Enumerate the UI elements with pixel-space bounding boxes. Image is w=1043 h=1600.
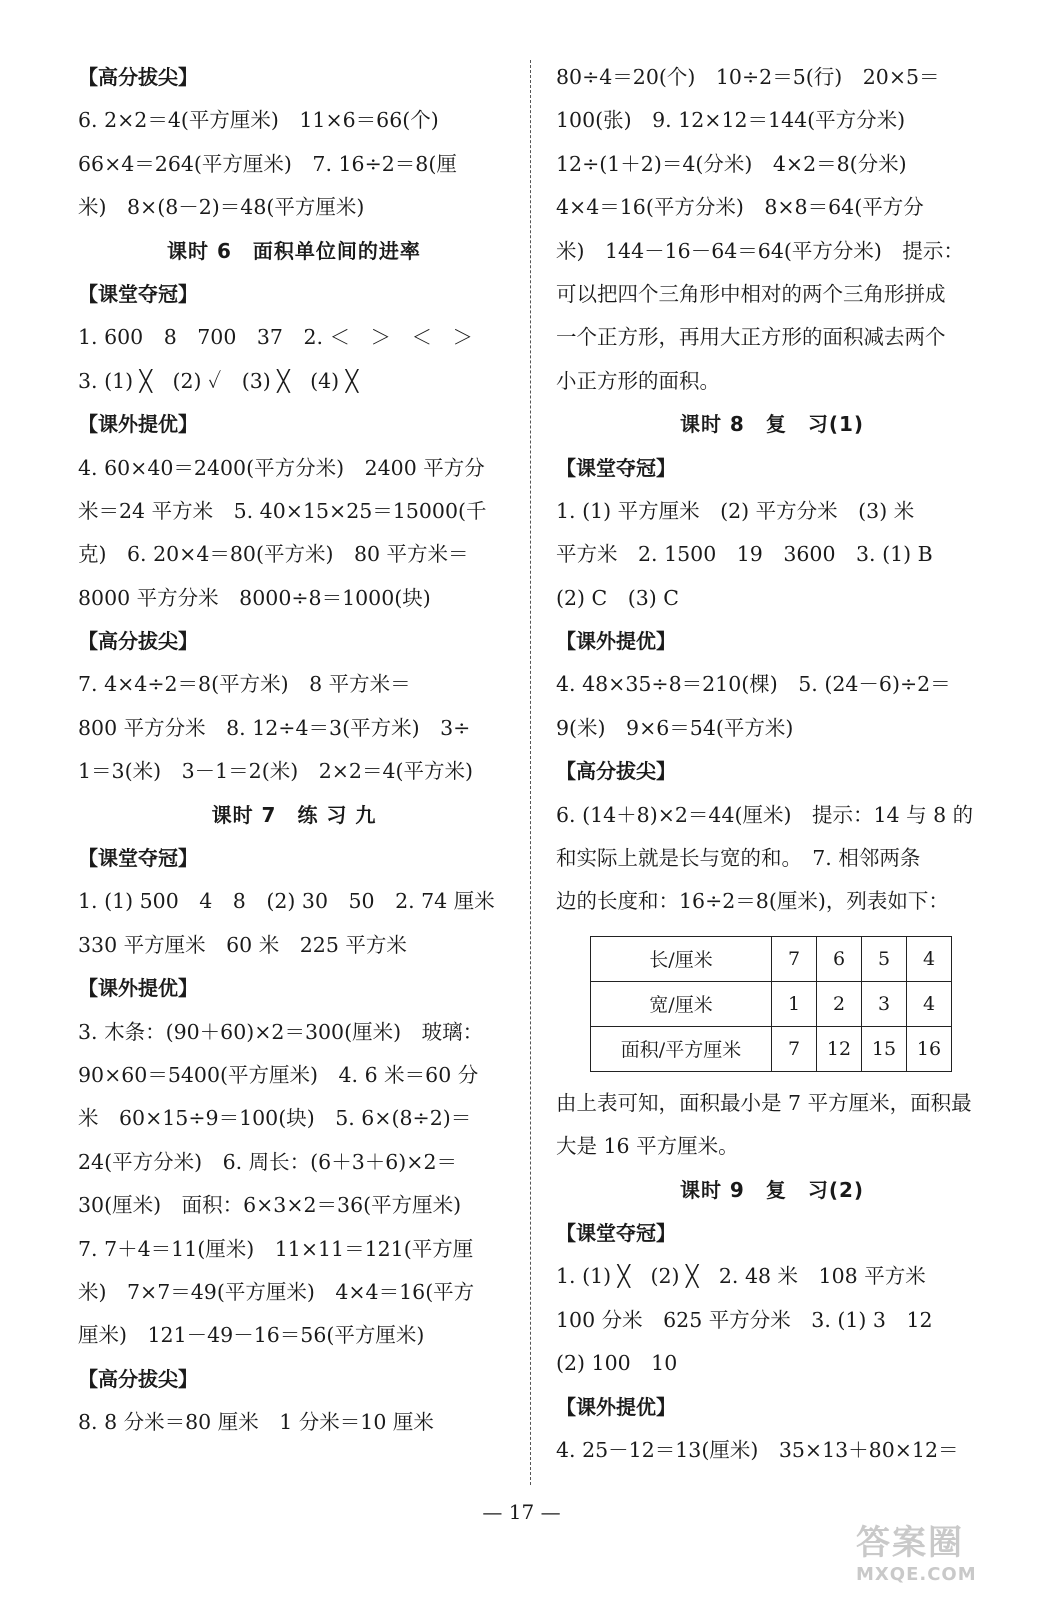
answer-line: 1. (1) ╳ (2) ╳ 2. 48 米 108 平方米 [556,1264,926,1289]
answer-line: 1. 600 8 700 37 2. ＜ ＞ ＜ ＞ [78,325,474,350]
answer-line: 4×4＝16(平方分米) 8×8＝64(平方分 [556,195,924,220]
right-column-top-text [556,56,988,924]
right-column [556,56,988,1472]
answer-line: 9(米) 9×6＝54(平方米) [556,715,794,740]
table-cell: 5 [862,936,907,981]
answer-line: 330 平方厘米 60 米 225 平方米 [78,932,407,957]
section-header: 【课堂夺冠】 [78,846,198,871]
section-header: 【课堂夺冠】 [556,1220,676,1245]
section-header: 【课堂夺冠】 [556,455,676,480]
table-row [591,936,952,981]
answer-line: 米) 8×(8－2)＝48(平方厘米) [78,195,365,220]
answer-line: 66×4＝264(平方厘米) 7. 16÷2＝8(厘 [78,151,457,176]
answer-line: 可以把四个三角形中相对的两个三角形拼成 [556,281,946,306]
answer-line: 100 分米 625 平方分米 3. (1) 3 12 [556,1307,933,1332]
length-width-area-table [590,936,952,1072]
watermark-top-text: 答案圈 [856,1523,964,1563]
answer-line: 米) 7×7＝49(平方厘米) 4×4＝16(平方 [78,1279,475,1304]
table-cell: 4 [907,981,952,1026]
table-cell: 3 [862,981,907,1026]
answer-line: 米＝24 平方米 5. 40×15×25＝15000(千 [78,498,487,523]
section-header: 【高分拔尖】 [78,1366,198,1391]
table-cell: 4 [907,936,952,981]
answer-line: 24(平方分米) 6. 周长：(6＋3＋6)×2＝ [78,1149,457,1174]
answer-line: 小正方形的面积。 [556,368,720,393]
answer-line: 8000 平方分米 8000÷8＝1000(块) [78,585,431,610]
table-row-header: 面积/平方厘米 [591,1026,772,1071]
answer-line: 90×60＝5400(平方厘米) 4. 6 米＝60 分 [78,1062,479,1087]
answer-line: 6. (14＋8)×2＝44(厘米) 提示：14 与 8 的 [556,802,974,827]
answer-line: 米) 144－16－64＝64(平方分米) 提示： [556,238,964,263]
section-header: 【课外提优】 [78,976,198,1001]
table-cell: 2 [817,981,862,1026]
answer-line: 1. (1) 平方厘米 (2) 平方分米 (3) 米 [556,498,915,523]
watermark-logo [856,1515,1008,1587]
table-cell: 6 [817,936,862,981]
table-row [591,1026,952,1071]
answer-line: 平方米 2. 1500 19 3600 3. (1) B [556,542,933,567]
answer-line: 4. 48×35÷8＝210(棵) 5. (24－6)÷2＝ [556,672,951,697]
section-header: 【高分拔尖】 [78,65,198,89]
answer-line: 大是 16 平方厘米。 [556,1134,739,1159]
answer-line: 100(张) 9. 12×12＝144(平方分米) [556,108,906,133]
section-header: 【课堂夺冠】 [78,281,198,306]
answer-line: 12÷(1＋2)＝4(分米) 4×2＝8(分米) [556,151,907,176]
answer-line: (2) C (3) C [556,585,679,610]
table-cell: 1 [772,981,817,1026]
answer-line: 80÷4＝20(个) 10÷2＝5(行) 20×5＝ [556,65,940,89]
table-cell: 7 [772,936,817,981]
answer-line: 4. 25－12＝13(厘米) 35×13＋80×12＝ [556,1437,959,1462]
section-header: 【高分拔尖】 [556,759,676,784]
column-divider [530,60,531,1485]
answer-line: 和实际上就是长与宽的和。 7. 相邻两条 [556,846,921,871]
answer-line: 1＝3(米) 3－1＝2(米) 2×2＝4(平方米) [78,759,474,784]
section-header: 【课外提优】 [556,1394,676,1419]
lesson-title: 课时 9 复 习(2) [679,1177,865,1202]
page-number: — 17 — [482,1500,561,1524]
answer-line: 厘米) 121－49－16＝56(平方厘米) [78,1323,425,1348]
answer-line: 800 平方分米 8. 12÷4＝3(平方米) 3÷ [78,715,471,740]
table-cell: 12 [817,1026,862,1071]
table-row-header: 宽/厘米 [591,981,772,1026]
left-column [78,56,510,1445]
right-column-bottom-text [556,1082,988,1473]
table-cell: 15 [862,1026,907,1071]
lesson-title: 课时 7 练 习 九 [211,802,377,827]
table-cell: 16 [907,1026,952,1071]
answer-line: 4. 60×40＝2400(平方分米) 2400 平方分 [78,455,485,480]
table-row-header: 长/厘米 [591,936,772,981]
section-header: 【高分拔尖】 [78,629,198,654]
answer-line: 米 60×15÷9＝100(块) 5. 6×(8÷2)＝ [78,1106,472,1131]
answer-line: 3. 木条：(90＋60)×2＝300(厘米) 玻璃： [78,1019,484,1044]
answer-line: 6. 2×2＝4(平方厘米) 11×6＝66(个) [78,108,439,133]
answer-line: 1. (1) 500 4 8 (2) 30 50 2. 74 厘米 [78,889,495,914]
answer-line: 7. 7＋4＝11(厘米) 11×11＝121(平方厘 [78,1236,474,1261]
table-cell: 7 [772,1026,817,1071]
answer-line: 一个正方形，再用大正方形的面积减去两个 [556,325,946,350]
answer-line: 3. (1) ╳ (2) ✓ (3) ╳ (4) ╳ [78,368,359,393]
section-header: 【课外提优】 [78,412,198,437]
answer-line: 边的长度和：16÷2＝8(厘米)，列表如下： [556,889,949,914]
answer-line: 由上表可知，面积最小是 7 平方厘米，面积最 [556,1090,972,1115]
answer-line: 克) 6. 20×4＝80(平方米) 80 平方米＝ [78,542,469,567]
lesson-title: 课时 8 复 习(1) [679,412,865,437]
answer-line: 8. 8 分米＝80 厘米 1 分米＝10 厘米 [78,1410,434,1435]
table-row [591,981,952,1026]
answer-line: 30(厘米) 面积：6×3×2＝36(平方厘米) [78,1193,462,1218]
watermark-bottom-text: MXQE.COM [856,1564,977,1585]
section-header: 【课外提优】 [556,629,676,654]
lesson-title: 课时 6 面积单位间的进率 [167,238,421,263]
answer-line: (2) 100 10 [556,1351,678,1376]
answer-line: 7. 4×4÷2＝8(平方米) 8 平方米＝ [78,672,411,697]
